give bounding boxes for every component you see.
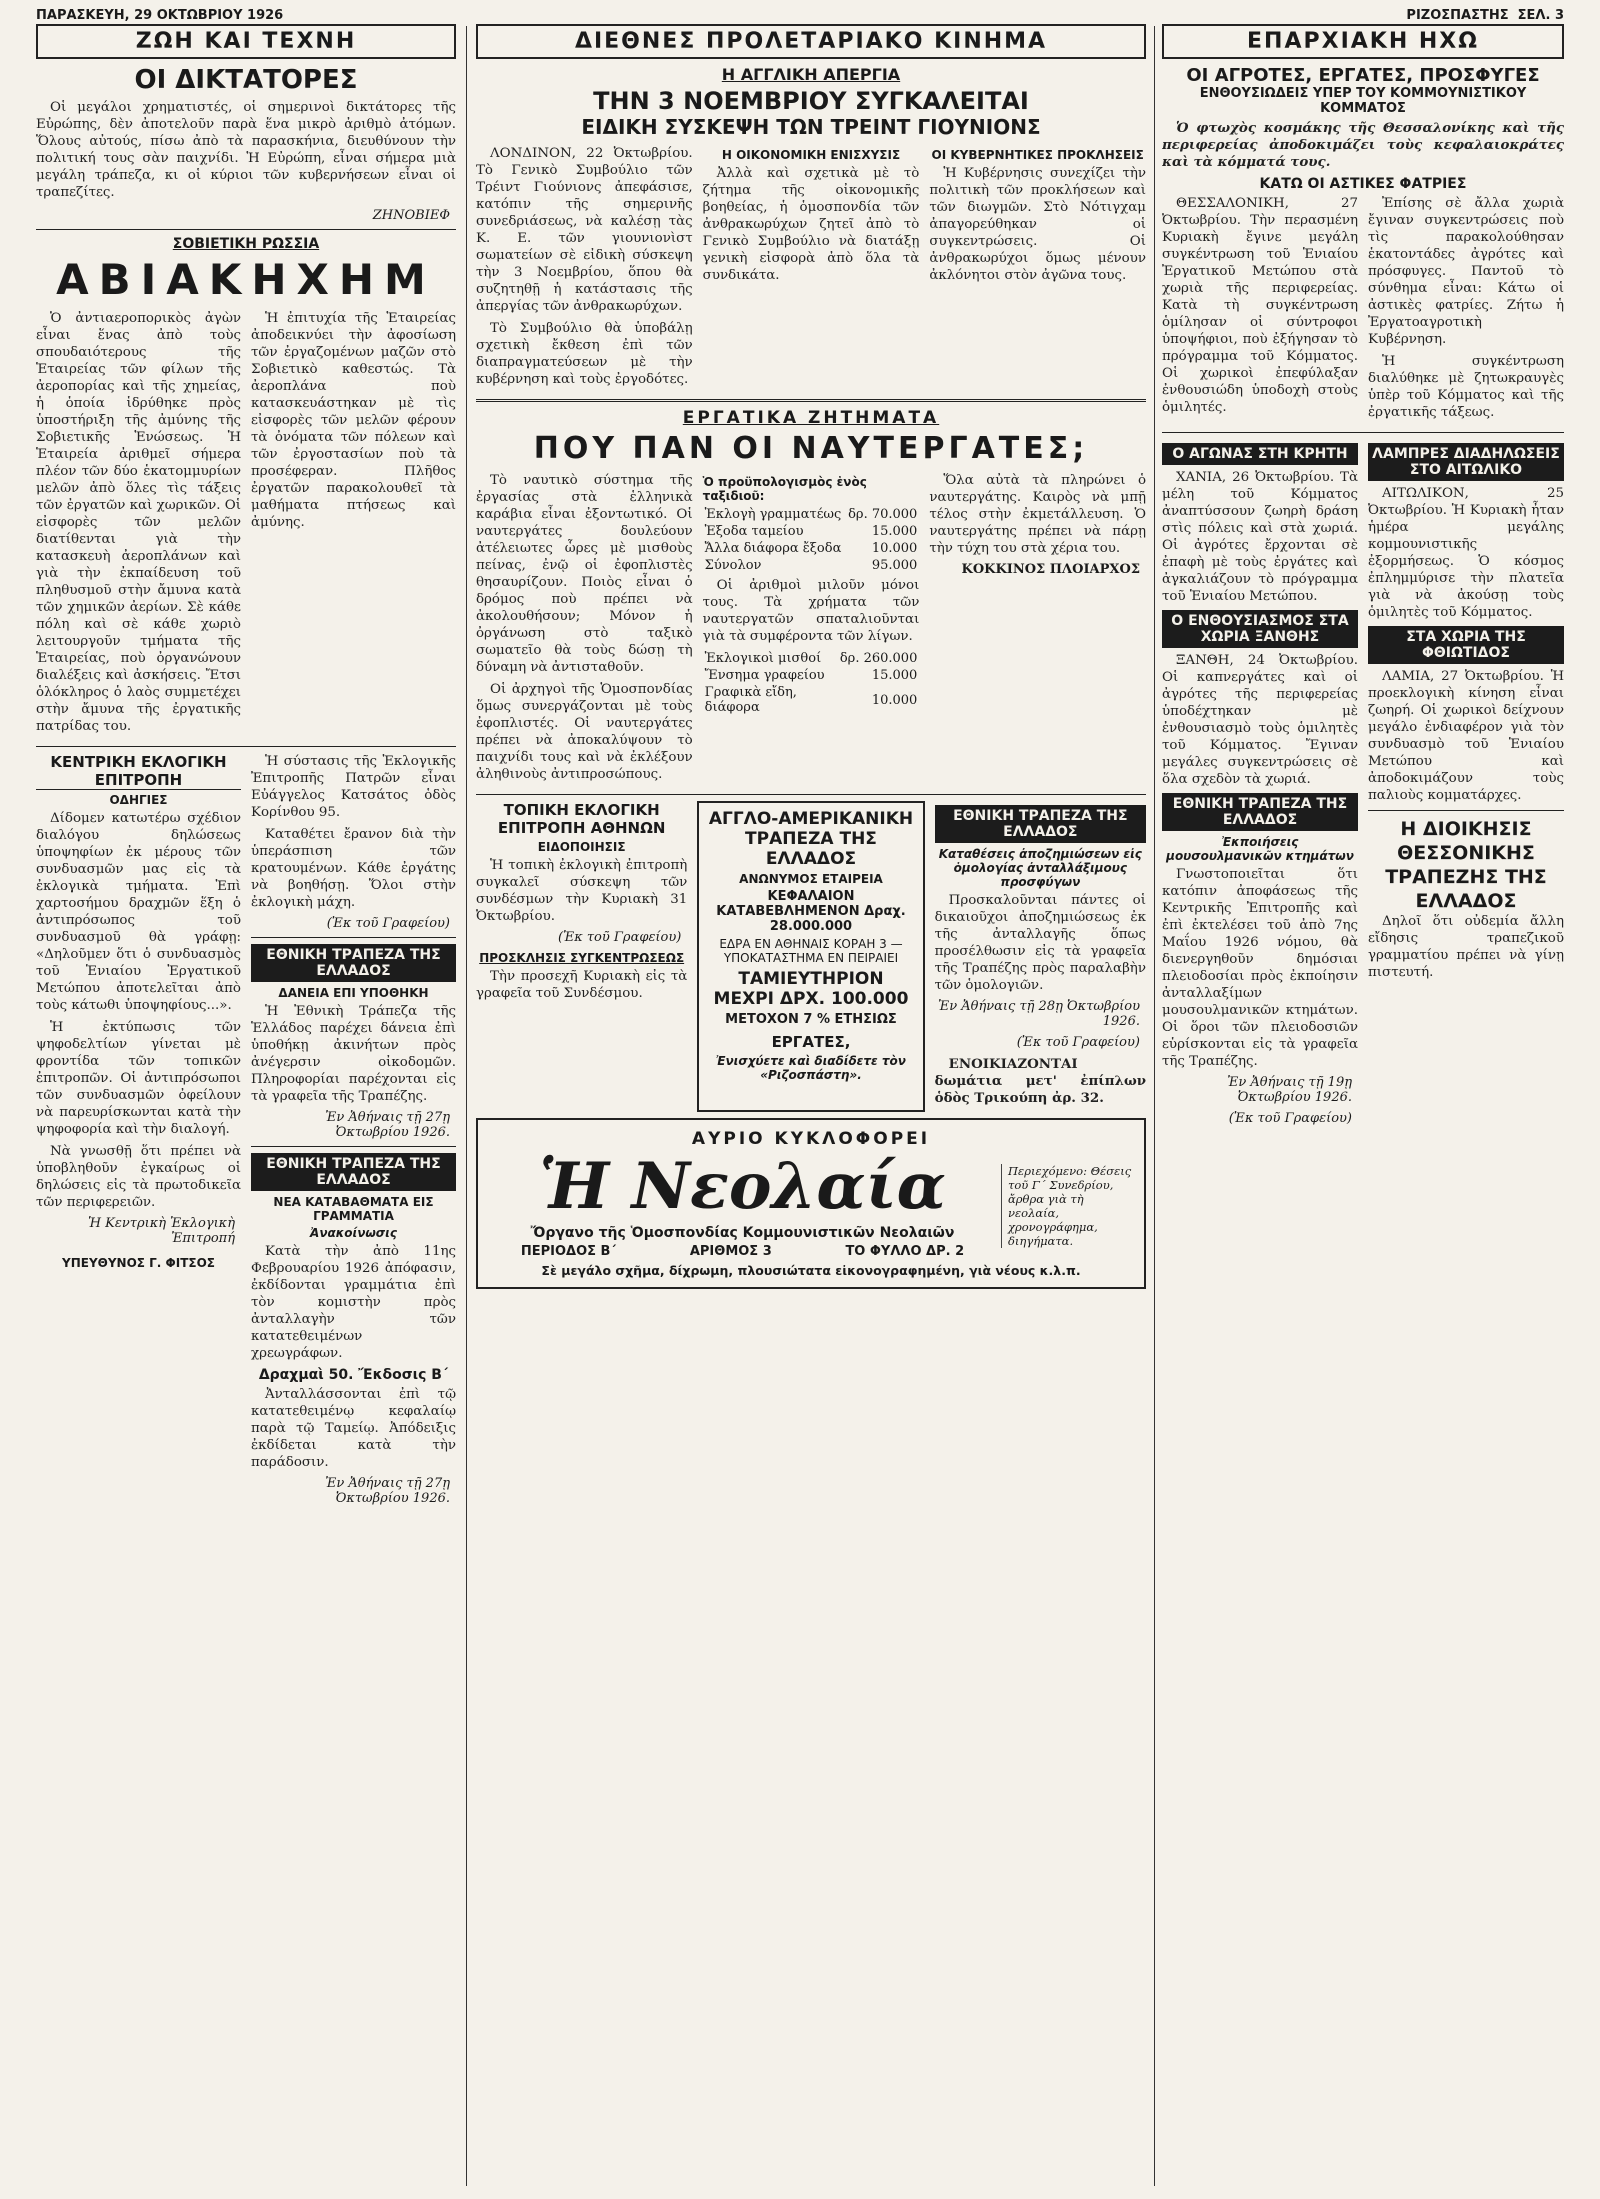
article-title: ΟΙ ΑΓΡΟΤΕΣ, ΕΡΓΑΤΕΣ, ΠΡΟΣΦΥΓΕΣ [1186, 65, 1540, 86]
section-header: ΖΩΗ ΚΑΙ ΤΕΧΝΗ [36, 24, 456, 59]
notice-title: ΕΘΝΙΚΗ ΤΡΑΠΕΖΑ ΤΗΣ ΕΛΛΑΔΟΣ [251, 1153, 456, 1191]
notice-body: Ἡ Ἐθνικὴ Τράπεζα τῆς Ἑλλάδος παρέχει δάνεια ἐπὶ ὑποθήκῃ ἀκινήτων πρὸς ἀνέγερσιν οἰκοδομῶν. Πληροφορίαι παρέχονται εἰς τὰ γραφεῖα τῆς Τραπέζης. [251, 1004, 456, 1104]
bank-capital: ΚΕΦΑΛΑΙΟΝ ΚΑΤΑΒΕΒΛΗΜΕΝΟΝ Δραχ. 28.000.000 [716, 889, 906, 934]
notice-body: Ἀνταλλάσσονται ἐπὶ τῷ κατατεθειμένῳ κεφαλαίῳ παρὰ τῷ Ταμείῳ. Ἀπόδειξις ἐκδίδεται κατὰ τὴν παράδοσιν. [251, 1387, 456, 1470]
article-title: ΛΑΜΠΡΕΣ ΔΙΑΔΗΛΩΣΕΙΣ ΣΤΟ ΑΙΤΩΛΙΚΟ [1368, 443, 1564, 481]
row-value: 10.000 [871, 692, 918, 708]
article-body: Ἡ Κυβέρνησις συνεχίζει τὴν πολιτικὴ τῶν προκλήσεων καὶ τῶν διωγμῶν. Στὸ Νότιγχαμ ἀπαγορεύθηκαν οἱ συγκεντρώσεις. Οἱ ἀνθρακωρύχοι ὅμως μένουν ἀκλόνητοι στὸν ἀγῶνα τους. [929, 166, 1146, 283]
article-author: ΖΗΝΟΒΙΕΦ [372, 208, 450, 223]
article-subtitle: ΟΔΗΓΙΕΣ [109, 793, 168, 807]
row-value: δρ. 260.000 [839, 651, 918, 666]
row-value: 95.000 [871, 558, 918, 573]
notice-subtitle: Καταθέσεις ἀποζημιώσεων εἰς ὁμολογίας ἀνταλλάξιμους προσφύγων [938, 847, 1142, 889]
notice-subtitle: ΝΕΑ ΚΑΤΑΒΑΘΜΑΤΑ ΕΙΣ ΓΡΑΜΜΑΤΙΑ [273, 1195, 434, 1223]
divider [1162, 432, 1564, 433]
article-title-2: ΕΙΔΙΚΗ ΣΥΣΚΕΨΗ ΤΩΝ ΤΡΕΙΝΤ ΓΙΟΥΝΙΟΝΣ [581, 115, 1041, 139]
row-value: 10.000 [871, 541, 918, 556]
workers-call-title: ΕΡΓΑΤΕΣ, [771, 1033, 851, 1051]
advert-footer: Σὲ μεγάλο σχῆμα, δίχρωμη, πλουσιώτατα εἰκονογραφημένη, γιὰ νέους κ.λ.π. [541, 1263, 1081, 1278]
article-body: Ἐπίσης σὲ ἄλλα χωριὰ ἔγιναν συγκεντρώσεις ποὺ τὶς παρακολούθησαν ἑκατοντάδες ἀγρότες καὶ πρόσφυγες. Παντοῦ τὸ σύνθημα εἶναι: Κάτω οἱ ἀστικὲς φατρίες. Ζήτω ἡ Ἐργατοαγροτικὴ Κυβέρνηση. [1368, 196, 1564, 347]
table-row [703, 523, 920, 540]
notice-title: ΤΟΠΙΚΗ ΕΚΛΟΓΙΚΗ ΕΠΙΤΡΟΠΗ ΑΘΗΝΩΝ [497, 801, 666, 837]
notice-title: Η ΔΙΟΙΚΗΣΙΣ ΘΕΣΣΟΝΙΚΗΣ ΤΡΑΠΕΖΗΣ ΤΗΣ ΕΛΛΑΔΟΣ [1385, 818, 1547, 912]
article-body: Ἀλλὰ καὶ σχετικὰ μὲ τὸ ζήτημα τῆς οἰκονομικῆς βοηθείας, ἡ ὁμοσπονδία τῶν ἀνθρακωρύχων ζητεῖ ἀπὸ τὸ Γενικὸ Συμβούλιο νὰ διατάξῃ γενικὴ εἰσφορὰ ἀπὸ ὅλα τὰ συνδικάτα. [702, 166, 920, 283]
bank-advert [697, 801, 924, 1112]
row-value: δρ. 70.000 [848, 507, 918, 522]
table-title: Ὁ προϋπολογισμὸς ἑνὸς ταξιδιοῦ: [702, 475, 867, 503]
article-title-2: ΕΝΘΟΥΣΙΩΔΕΙΣ ΥΠΕΡ ΤΟΥ ΚΟΜΜΟΥΝΙΣΤΙΚΟΥ ΚΟΜΜΑΤΟΣ [1199, 86, 1527, 116]
article-body: ΛΟΝΔΙΝΟΝ, 22 Ὀκτωβρίου. Τὸ Γενικὸ Συμβούλιο τῶν Τρέιντ Γιούνιονς ἀπεφάσισε, κατόπιν τῆς σημερινῆς συνεδριάσεως, νὰ καλέσῃ τὰς Κ. Ε. τῶν γιουνιονὶστ σωματείων σὲ εἰδικὴ σύσκεψη τὴν 3 Νοεμβρίου, ὅπου θὰ συζητηθῇ ἡ κατάστασις τῆς ἀπεργίας τῶν ἀνθρακωρύχων. [476, 146, 693, 314]
row-label: Ἔνσημα γραφείου [704, 668, 825, 683]
article-title: ΟΙ ΔΙΚΤΑΤΟΡΕΣ [134, 65, 358, 95]
bank-address: ΕΔΡΑ ΕΝ ΑΘΗΝΑΙΣ ΚΟΡΑΗ 3 — ΥΠΟΚΑΤΑΣΤΗΜΑ ΕΝ ΠΕΙΡΑΙΕΙ [719, 937, 903, 965]
notice-date: Ἐν Ἀθήναις τῇ 27ῃ Ὀκτωβρίου 1926. [325, 1476, 450, 1506]
page-number: ΣΕΛ. 3 [1517, 8, 1564, 23]
column-life-and-art [36, 24, 456, 2186]
notice-subtitle: ΕΙΔΟΠΟΙΗΣΙΣ [537, 840, 626, 854]
row-value: 15.000 [871, 668, 918, 683]
row-label: Ἄλλα διάφορα ἔξοδα [704, 541, 842, 556]
expense-table [703, 650, 920, 716]
bank-name: ΑΓΓΛΟ-ΑΜΕΡΙΚΑΝΙΚΗ ΤΡΑΠΕΖΑ ΤΗΣ ΕΛΛΑΔΟΣ [708, 809, 914, 869]
advert-kicker: ΑΥΡΙΟ ΚΥΚΛΟΦΟΡΕΙ [691, 1129, 931, 1149]
article-sign: (Ἐκ τοῦ Γραφείου) [326, 916, 450, 931]
divider [1368, 810, 1564, 811]
section-header: ΔΙΕΘΝΕΣ ΠΡΟΛΕΤΑΡΙΑΚΟ ΚΙΝΗΜΑ [476, 24, 1146, 59]
bank-type: ΑΝΩΝΥΜΟΣ ΕΤΑΙΡΕΙΑ [739, 872, 883, 886]
table-row [703, 506, 920, 523]
article-title: ΚΕΝΤΡΙΚΗ ΕΚΛΟΓΙΚΗ ΕΠΙΤΡΟΠΗ [36, 753, 241, 790]
column-province-echo [1162, 24, 1564, 2186]
notice-subtitle: ΠΡΟΣΚΛΗΣΙΣ ΣΥΓΚΕΝΤΡΩΣΕΩΣ [479, 951, 685, 965]
divider [251, 1146, 456, 1147]
article-body: Ἡ ἐπιτυχία τῆς Ἑταιρείας ἀποδεικνύει τὴν ἀφοσίωση τῶν ἐργαζομένων μαζῶν στὸ Σοβιετικὸ καθεστώς. Τὰ ἀεροπλάνα ποὺ κατασκευάστηκαν μὲ τὶς εἰσφορὲς τῶν μελῶν φέρουν τὰ ὀνόματα τῶν πόλεων καὶ τῶν ἐργοστασίων ποὺ τὰ προσέφεραν. Πλῆθος ἐργατῶν παρακολουθεῖ τὰ μαθήματα πτήσεως καὶ ἀμύνης. [251, 311, 456, 530]
article-body: Ἡ ἐκτύπωσις τῶν ψηφοδελτίων γίνεται μὲ φροντίδα τῶν τοπικῶν ἐπιτροπῶν. Οἱ ἀντιπρόσωποι τῶν συνδυασμῶν ὀφείλουν νὰ παρευρίσκωνται κατὰ τὴν ψηφοφορία καὶ τὴν διαλογή. [36, 1020, 241, 1137]
notice-title: ΕΘΝΙΚΗ ΤΡΑΠΕΖΑ ΤΗΣ ΕΛΛΑΔΟΣ [1162, 793, 1358, 831]
row-label: Ἐξοδα ταμείου [704, 524, 804, 539]
article-body: Δίδομεν κατωτέρω σχέδιον διαλόγου δηλώσεως ὑποψηφίων ἐκ μέρους τῶν συνδυασμῶν μας εἰς τὰ ἐκλογικὰ τμήματα. Ἐπὶ χαρτοσήμου δραχμῶν ἕξη ὁ ἀντιπρόσωπος τοῦ συνδυασμοῦ θὰ γράφῃ: «Δηλοῦμεν ὅτι ὁ συνδυασμὸς τοῦ Ἑνιαίου Ἐργατικοῦ Μετώπου ἀποτελεῖται ἀπὸ τοὺς κάτωθι ὑποψηφίους...». [36, 811, 241, 1013]
article-body: ΛΑΜΙΑ, 27 Ὀκτωβρίου. Ἡ προεκλογικὴ κίνηση εἶναι ζωηρή. Οἱ χωρικοὶ δείχνουν μεγάλο ἐνδιαφέρον γιὰ τὸν συνδυασμὸ τοῦ Ἑνιαίου Μετώπου καὶ ἀποδοκιμάζουν τοὺς παλιοὺς κομματάρχες. [1368, 669, 1564, 803]
article-title: ΠΟΥ ΠΑΝ ΟΙ ΝΑΥΤΕΡΓΑΤΕΣ; [533, 431, 1089, 466]
article-kicker: Η ΑΓΓΛΙΚΗ ΑΠΕΡΓΙΑ [721, 65, 901, 84]
article-body: Ἡ σύστασις τῆς Ἐκλογικῆς Ἐπιτροπῆς Πατρῶν εἶναι Εὐάγγελος Κατσάτος ὁδὸς Κορίνθου 95. [251, 754, 456, 820]
table-row [703, 650, 920, 667]
row-value: 15.000 [871, 524, 918, 539]
row-label: Ἐκλογικοὶ μισθοί [704, 651, 822, 666]
row-label: Σύνολον [704, 558, 762, 573]
date-line: ΠΑΡΑΣΚΕΥΗ, 29 ΟΚΤΩΒΡΙΟΥ 1926 [36, 8, 284, 23]
divider [476, 794, 1146, 795]
article-title: ΑΒΙΑΚΗΧΗΜ [56, 255, 436, 304]
article-body: Ἡ συγκέντρωση διαλύθηκε μὲ ζητωκραυγὲς ὑπὲρ τοῦ Κόμματος καὶ τῆς ἐργατικῆς τάξεως. [1368, 354, 1564, 420]
article-body: Νὰ γνωσθῇ ὅτι πρέπει νὰ ὑποβληθοῦν ἐγκαίρως οἱ δηλώσεις εἰς τὰ πρωτοδικεῖα τῶν περιφερειῶν. [36, 1144, 241, 1210]
divider [36, 229, 456, 230]
bank-interest: ΜΕΤΟΧΟΝ 7 % ΕΤΗΣΙΩΣ [725, 1012, 897, 1027]
paper-name: ΡΙΖΟΣΠΑΣΤΗΣ [1406, 8, 1509, 23]
advert-organ: Ὄργανο τῆς Ὁμοσπονδίας Κομμουνιστικῶν Νεολαιῶν [530, 1225, 955, 1241]
notice-subtitle: ΔΑΝΕΙΑ ΕΠΙ ΥΠΟΘΗΚΗ [278, 986, 429, 1000]
column-international [476, 24, 1146, 2186]
section-subheader: ΕΡΓΑΤΙΚΑ ΖΗΤΗΜΑΤΑ [682, 408, 940, 428]
advert-main [484, 1149, 1138, 1259]
notice-body: Δηλοῖ ὅτι οὐδεμία ἄλλη εἴδησις τραπεζικοῦ γραμματίου πρέπει νὰ γίνῃ πιστευτή. [1368, 914, 1564, 980]
classified-ad: ΕΝΟΙΚΙΑΖΟΝΤΑΙ δωμάτια μετ' ἐπίπλων ὁδὸς Τρικούπη ἀρ. 32. [934, 1056, 1146, 1106]
article-title: ΤΗΝ 3 ΝΟΕΜΒΡΙΟΥ ΣΥΓΚΑΛΕΙΤΑΙ [593, 87, 1029, 115]
article-farmers [1162, 195, 1564, 426]
article-title: Ο ΑΓΩΝΑΣ ΣΤΗ ΚΡΗΤΗ [1162, 443, 1358, 465]
table-row [703, 684, 920, 716]
advert-price: ΤΟ ΦΥΛΛΟ ΔΡ. 2 [845, 1244, 965, 1259]
article-sign: Ἡ Κεντρικὴ Ἐκλογικὴ Ἐπιτροπή [88, 1216, 235, 1246]
advert-period: ΠΕΡΙΟΔΟΣ Β΄ [520, 1244, 617, 1259]
article-body: Οἱ μεγάλοι χρηματιστές, οἱ σημερινοὶ δικτάτορες τῆς Εὐρώπης, δὲν ἀποτελοῦν παρὰ ἕνα μικρὸ ἀριθμὸ ἀτόμων. Ὅλους αὐτούς, πίσω ἀπὸ τὰ παρασκήνια, διευθύνουν τὴν πολιτική τους σὰν παιχνίδι. Ἡ Εὐρώπη, εἶναι σήμερα μιὰ μεγάλη τράπεζα, κι οἱ κύριοι τῶν κυβερνήσεων εἶναι οἱ τραπεζίτες. [36, 100, 456, 200]
notice-body: Κατὰ τὴν ἀπὸ 11ης Φεβρουαρίου 1926 ἀπόφασιν, ἐκδίδονται γραμμάτια ἐπὶ τὸν κομιστὴν πρὸς ἀνταλλαγὴν τῶν κατατεθειμένων χρεωγράφων. [251, 1244, 456, 1361]
notice-sign: (Ἐκ τοῦ Γραφείου) [1016, 1035, 1140, 1050]
notice-body: Τὴν προσεχῆ Κυριακὴ εἰς τὰ γραφεῖα τοῦ Συνδέσμου. [476, 969, 688, 1001]
advert-number: ΑΡΙΘΜΟΣ 3 [689, 1244, 772, 1259]
notice-subtitle: Ἐκποιήσεις μουσουλμανικῶν κτημάτων [1166, 835, 1354, 863]
notice-date: Ἐν Ἀθήναις τῇ 19ῃ Ὀκτωβρίου 1926. [1227, 1075, 1352, 1105]
article-author: ΚΟΚΚΙΝΟΣ ΠΛΟΙΑΡΧΟΣ [961, 562, 1141, 577]
article-subhead: ΟΙ ΚΥΒΕΡΝΗΤΙΚΕΣ ΠΡΟΚΛΗΣΕΙΣ [931, 148, 1144, 162]
notice-sign: (Ἐκ τοῦ Γραφείου) [558, 930, 682, 945]
advert-meta [484, 1244, 1001, 1259]
notice-body: Προσκαλοῦνται πάντες οἱ δικαιοῦχοι ἀποζημιώσεως ἐκ τῆς ἀνταλλαγῆς ὅπως προσέλθωσιν εἰς τὰ γραφεῖα τῆς Τραπέζης πρὸς παραλαβὴν τῶν ὁμολογιῶν. [934, 893, 1146, 993]
article-subhead: Η ΟΙΚΟΝΟΜΙΚΗ ΕΝΙΣΧΥΣΙΣ [721, 148, 901, 162]
article-subhead: ΚΑΤΩ ΟΙ ΑΣΤΙΚΕΣ ΦΑΤΡΙΕΣ [1259, 176, 1467, 192]
table-row [703, 557, 920, 574]
advert-side: Περιεχόμενο: Θέσεις τοῦ Γ΄ Συνεδρίου, ἄρθρα γιὰ τὴ νεολαία, χρονογράφημα, διηγήματα. [1001, 1164, 1138, 1248]
article-body: ΘΕΣΣΑΛΟΝΙΚΗ, 27 Ὀκτωβρίου. Τὴν περασμένη Κυριακὴ ἔγινε μεγάλη συγκέντρωση τοῦ Ἑνιαίου Ἐργατικοῦ Μετώπου στὰ χωριὰ τῆς περιφερείας. Κατὰ τὴ συγκέντρωση ὁμίλησαν οἱ σύντροφοι ὑποψήφιοι, ποὺ ἐξήγησαν τὸ πρόγραμμα τοῦ Κόμματος. Οἱ χωρικοὶ ἐπεφύλαξαν ἐνθουσιώδη ὑποδοχὴ στοὺς ὁμιλητές. [1162, 196, 1358, 415]
article-body: ΧΑΝΙΑ, 26 Ὀκτωβρίου. Τὰ μέλη τοῦ Κόμματος ἀναπτύσσουν ζωηρὴ δράση στὶς πόλεις καὶ στὰ χωριά. Οἱ ἀγρότες ἔρχονται σὲ ἐπαφὴ μὲ τοὺς ἐργάτες καὶ ἀγκαλιάζουν τὸ πρόγραμμα τοῦ Ἑνιαίου Μετώπου. [1162, 470, 1358, 604]
notice-sign: (Ἐκ τοῦ Γραφείου) [1228, 1111, 1352, 1126]
article-body: Οἱ ἀριθμοὶ μιλοῦν μόνοι τους. Τὰ χρήματα τῶν ναυτεργατῶν σπαταλιοῦνται γιὰ τὰ συμφέροντα τῶν λίγων. [702, 578, 920, 644]
article-body: Ὅλα αὐτὰ τὰ πληρώνει ὁ ναυτεργάτης. Καιρὸς νὰ μπῇ τέλος στὴν ἐκμετάλλευση. Ὁ ναυτεργάτης πρέπει νὰ πάρῃ τὴν τύχη του στὰ χέρια του. [929, 473, 1146, 556]
bank-savings: ΤΑΜΙΕΥΤΗΡΙΟΝ ΜΕΧΡΙ ΔΡΧ. 100.000 [713, 969, 909, 1009]
article-sailors [476, 472, 1146, 788]
workers-call-body: Ἐνισχύετε καὶ διαδίδετε τὸν «Ριζοσπάστη». [716, 1054, 906, 1082]
article-title: Ο ΕΝΘΟΥΣΙΑΣΜΟΣ ΣΤΑ ΧΩΡΙΑ ΞΑΝΘΗΣ [1162, 610, 1358, 648]
article-body: Καταθέτει ἔρανον διὰ τὴν ὑπεράσπιση τῶν κρατουμένων. Κάθε ἐργάτης νὰ βοηθήσῃ. Ὅλοι στὴν ἐκλογικὴ μάχη. [251, 827, 456, 910]
row-label: Γραφικὰ εἴδη, διάφορα [704, 685, 797, 715]
article-body: Τὸ ναυτικὸ σύστημα τῆς ἐργασίας στὰ ἑλληνικὰ καράβια εἶναι ἐξοντωτικό. Οἱ ναυτεργάτες δουλεύουν ἀτέλειωτες ὧρες μὲ μισθοὺς πείνας, ἐνῷ οἱ ἐφοπλιστὲς θησαυρίζουν. Ποιὸς εἶναι ὁ δρόμος ποὺ πρέπει νὰ ἀκολουθήσουν; Μόνον ἡ ὀργάνωση στὸ ταξικὸ σωματεῖο θὰ τοὺς δώσῃ τὴ δύναμη νὰ ἀντισταθοῦν. [476, 473, 693, 675]
article-soviet [36, 310, 456, 740]
table-row [703, 667, 920, 684]
paper-page [1406, 8, 1564, 23]
article-title: ΣΤΑ ΧΩΡΙΑ ΤΗΣ ΦΘΙΩΤΙΔΟΣ [1368, 626, 1564, 664]
article-lead: Ὁ φτωχὸς κοσμάκης τῆς Θεσσαλονίκης καὶ τῆς περιφερείας ἀποδοκιμάζει τοὺς κεφαλαιοκράτες καὶ τὰ κόμματά τους. [1162, 120, 1564, 170]
section-header: ΕΠΑΡΧΙΑΚΗ ΗΧΩ [1162, 24, 1564, 59]
notice-date: Ἐν Ἀθήναις τῇ 27ῃ Ὀκτωβρίου 1926. [325, 1110, 450, 1140]
divider [251, 937, 456, 938]
article-body: Τὸ Συμβούλιο θὰ ὑποβάλῃ σχετικὴ ἔκθεση ἐπὶ τῶν διαπραγματεύσεων μὲ τὴν κυβέρνηση καὶ τοὺς ἐργοδότες. [476, 321, 693, 387]
notices-row [476, 801, 1146, 1112]
lower-col1 [36, 753, 456, 1512]
article-dictators [36, 99, 456, 206]
article-body: ΑΙΤΩΛΙΚΟΝ, 25 Ὀκτωβρίου. Ἡ Κυριακὴ ἦταν ἡμέρα μεγάλης κομμουνιστικῆς ἐξορμήσεως. Ὁ κόσμος ἐπλημμύρισε τὴν πλατεῖα γιὰ νὰ ἀκούσῃ τοὺς ὁμιλητὲς τοῦ Κόμματος. [1368, 486, 1564, 620]
regional-news [1162, 439, 1564, 1132]
nediaia-advert [476, 1118, 1146, 1289]
responsible-editor: ΥΠΕΥΘΥΝΟΣ Γ. ΦΙΤΣΟΣ [62, 1256, 215, 1270]
article-body: Οἱ ἀρχηγοὶ τῆς Ὁμοσπονδίας ὅμως συνεργάζονται μὲ τοὺς ἐφοπλιστές. Οἱ ναυτεργάτες πρέπει νὰ ἀποκαλύψουν τὸ παιχνίδι τους καὶ νὰ ἐκλέξουν ἀληθινοὺς ἀντιπροσώπους. [476, 682, 693, 782]
table-row [703, 540, 920, 557]
divider [476, 399, 1146, 402]
notice-body: Ἡ τοπικὴ ἐκλογικὴ ἐπιτροπὴ συγκαλεῖ σύσκεψη τῶν συνδέσμων τὴν Κυριακὴ 31 Ὀκτωβρίου. [476, 858, 688, 924]
column-rule [466, 26, 467, 2186]
notice-title: ΕΘΝΙΚΗ ΤΡΑΠΕΖΑ ΤΗΣ ΕΛΛΑΔΟΣ [251, 944, 456, 982]
masthead [36, 6, 1564, 24]
expense-table [703, 506, 920, 574]
row-label: Ἐκλογὴ γραμματέως [704, 507, 842, 522]
notice-date: Ἐν Ἀθήναις τῇ 28ῃ Ὀκτωβρίου 1926. [938, 999, 1140, 1029]
divider [36, 746, 456, 747]
column-rule [1154, 26, 1155, 2186]
advert-logo: Ἡ Νεολαία [539, 1149, 946, 1224]
article-body: ΞΑΝΘΗ, 24 Ὀκτωβρίου. Οἱ καπνεργάτες καὶ οἱ ἀγρότες τῆς περιφερείας ὑποδέχτηκαν μὲ ἐνθουσιασμὸ τοὺς ὁμιλητὲς τοῦ Κόμματος. Ἔγιναν μεγάλες συγκεντρώσεις σὲ ὅλα σχεδὸν τὰ χωριά. [1162, 653, 1358, 787]
article-kicker: ΣΟΒΙΕΤΙΚΗ ΡΩΣΣΙΑ [172, 236, 320, 252]
newspaper-page [36, 6, 1564, 2186]
article-body: Ὁ ἀντιαεροπορικὸς ἀγὼν εἶναι ἕνας ἀπὸ τοὺς σπουδαιότερους τῆς Ἑταιρείας τῶν φίλων τῆς ἀεροπορίας καὶ τῆς χημείας, ἡ ὁποία ἱδρύθηκε πρὸς ὑποστήριξη τῆς ἀμύνης τῆς Σοβιετικῆς Ἑνώσεως. Ἡ Ἑταιρεία ἀριθμεῖ σήμερα πλέον τῶν δύο ἑκατομμυρίων μελῶν ἀπὸ ὅλες τὶς τάξεις τῶν ἐργατῶν καὶ χωρικῶν. Οἱ εἰσφορὲς τῶν μελῶν διατίθενται γιὰ τὴν κατασκευὴ ἀεροπλάνων καὶ γιὰ τὴν ἐκπαίδευση τοῦ πληθυσμοῦ στὴν ἄμυνα κατὰ τῶν χημικῶν ἀερίων. Σὲ κάθε πόλη καὶ σὲ κάθε χωριὸ λειτουργοῦν τμήματα τῆς Ἑταιρείας, ποὺ ὀργανώνουν διαλέξεις καὶ ἀσκήσεις. Ἔτσι ὁλόκληρος ὁ λαὸς συμμετέχει στὴν ἄμυνα τῆς ἐργατικῆς πατρίδας του. [36, 311, 241, 734]
article-strike [476, 145, 1146, 393]
notice-body: Γνωστοποιεῖται ὅτι κατόπιν ἀποφάσεως τῆς Κεντρικῆς Ἐπιτροπῆς καὶ ἐπὶ ἐκτελέσει τοῦ ἀπὸ 7ης Μαΐου 1926 νόμου, θὰ διενεργηθοῦν δημόσιαι πλειοδοσίαι πρὸς ἐκποίησιν ἀνταλλαξίμων μουσουλμανικῶν κτημάτων. Οἱ ὅροι τῶν πλειοδοσιῶν εὑρίσκονται εἰς τὰ γραφεῖα τῆς Τραπέζης. [1162, 867, 1358, 1069]
notice-price: Δραχμαὶ 50. Ἔκδοσις Β΄ [258, 1367, 449, 1383]
notice-title: ΕΘΝΙΚΗ ΤΡΑΠΕΖΑ ΤΗΣ ΕΛΛΑΔΟΣ [935, 805, 1146, 843]
notice-label: Ἀνακοίνωσις [310, 1226, 397, 1240]
